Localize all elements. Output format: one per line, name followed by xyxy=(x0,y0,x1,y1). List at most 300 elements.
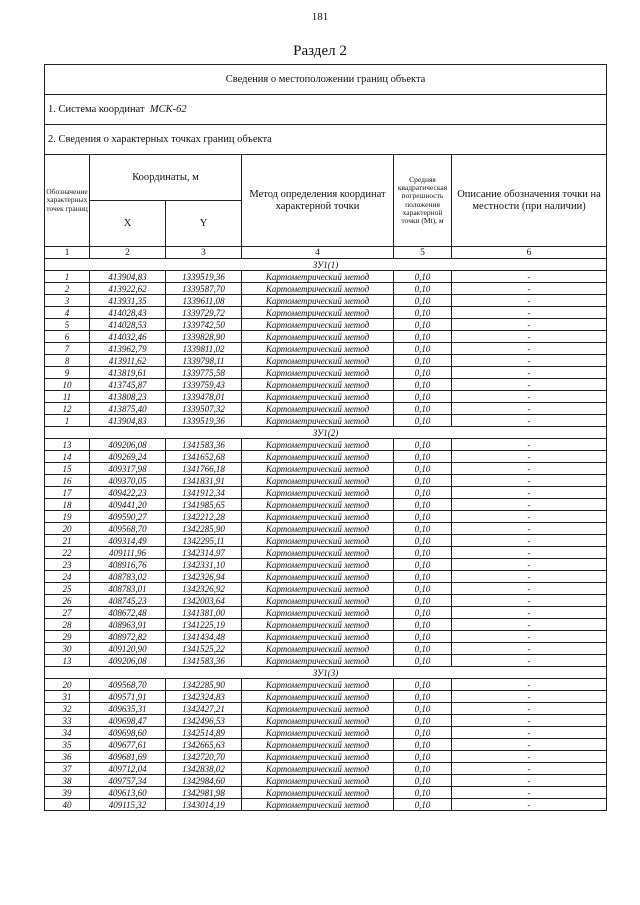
table-row xyxy=(45,643,607,655)
point-id-cell: 25 xyxy=(45,583,90,595)
accuracy-cell: 0,10 xyxy=(394,379,452,391)
header-point-designation: Обозначение характерных точек границ xyxy=(45,155,90,247)
table-row xyxy=(45,487,607,499)
table-row xyxy=(45,775,607,787)
method-cell: Картометрический метод xyxy=(242,583,394,595)
point-id-cell: 13 xyxy=(45,439,90,451)
table-row xyxy=(45,559,607,571)
x-coordinate-cell: 409698,60 xyxy=(90,727,166,739)
group-name: ЗУ1(2) xyxy=(45,427,607,439)
method-cell: Картометрический метод xyxy=(242,571,394,583)
point-id-cell: 5 xyxy=(45,319,90,331)
accuracy-cell: 0,10 xyxy=(394,271,452,283)
y-coordinate-cell: 1341912,34 xyxy=(166,487,242,499)
x-coordinate-cell: 413745,87 xyxy=(90,379,166,391)
method-cell: Картометрический метод xyxy=(242,643,394,655)
method-cell: Картометрический метод xyxy=(242,703,394,715)
description-cell: - xyxy=(452,571,607,583)
point-id-cell: 40 xyxy=(45,799,90,811)
y-coordinate-cell: 1339759,43 xyxy=(166,379,242,391)
accuracy-cell: 0,10 xyxy=(394,727,452,739)
table-row xyxy=(45,679,607,691)
description-cell: - xyxy=(452,319,607,331)
description-cell: - xyxy=(452,787,607,799)
accuracy-cell: 0,10 xyxy=(394,679,452,691)
table-row xyxy=(45,331,607,343)
y-coordinate-cell: 1341583,36 xyxy=(166,655,242,667)
x-coordinate-cell: 413904,83 xyxy=(90,415,166,427)
y-coordinate-cell: 1339811,02 xyxy=(166,343,242,355)
method-cell: Картометрический метод xyxy=(242,403,394,415)
coord-system-row xyxy=(45,95,607,125)
y-coordinate-cell: 1342326,94 xyxy=(166,571,242,583)
y-coordinate-cell: 1341434,48 xyxy=(166,631,242,643)
description-cell: - xyxy=(452,451,607,463)
group-header-row xyxy=(45,427,607,439)
accuracy-cell: 0,10 xyxy=(394,523,452,535)
point-id-cell: 20 xyxy=(45,523,90,535)
x-coordinate-cell: 409635,31 xyxy=(90,703,166,715)
accuracy-cell: 0,10 xyxy=(394,655,452,667)
group-name: ЗУ1(3) xyxy=(45,667,607,679)
y-coordinate-cell: 1339478,01 xyxy=(166,391,242,403)
x-coordinate-cell: 413911,62 xyxy=(90,355,166,367)
point-id-cell: 16 xyxy=(45,475,90,487)
x-coordinate-cell: 413819,61 xyxy=(90,367,166,379)
accuracy-cell: 0,10 xyxy=(394,343,452,355)
point-id-cell: 1 xyxy=(45,271,90,283)
x-coordinate-cell: 409698,47 xyxy=(90,715,166,727)
table-row xyxy=(45,595,607,607)
point-id-cell: 23 xyxy=(45,559,90,571)
table-row xyxy=(45,523,607,535)
method-cell: Картометрический метод xyxy=(242,499,394,511)
table-row xyxy=(45,619,607,631)
point-id-cell: 27 xyxy=(45,607,90,619)
header-y: Y xyxy=(166,201,242,247)
method-cell: Картометрический метод xyxy=(242,379,394,391)
description-cell: - xyxy=(452,799,607,811)
table-row xyxy=(45,499,607,511)
y-coordinate-cell: 1342285,90 xyxy=(166,523,242,535)
column-number: 4 xyxy=(242,247,394,259)
y-coordinate-cell: 1342324,83 xyxy=(166,691,242,703)
group-header-row xyxy=(45,667,607,679)
table-row xyxy=(45,547,607,559)
table-row xyxy=(45,463,607,475)
accuracy-cell: 0,10 xyxy=(394,403,452,415)
x-coordinate-cell: 414032,46 xyxy=(90,331,166,343)
description-cell: - xyxy=(452,331,607,343)
table-row xyxy=(45,715,607,727)
description-cell: - xyxy=(452,463,607,475)
method-cell: Картометрический метод xyxy=(242,607,394,619)
y-coordinate-cell: 1342314,97 xyxy=(166,547,242,559)
method-cell: Картометрический метод xyxy=(242,343,394,355)
y-coordinate-cell: 1342295,11 xyxy=(166,535,242,547)
point-id-cell: 17 xyxy=(45,487,90,499)
method-cell: Картометрический метод xyxy=(242,331,394,343)
y-coordinate-cell: 1339729,72 xyxy=(166,307,242,319)
table-row xyxy=(45,571,607,583)
accuracy-cell: 0,10 xyxy=(394,547,452,559)
x-coordinate-cell: 409613,60 xyxy=(90,787,166,799)
table-row xyxy=(45,271,607,283)
method-cell: Картометрический метод xyxy=(242,727,394,739)
description-cell: - xyxy=(452,547,607,559)
point-id-cell: 33 xyxy=(45,715,90,727)
y-coordinate-cell: 1342514,89 xyxy=(166,727,242,739)
table-row xyxy=(45,763,607,775)
table-row xyxy=(45,631,607,643)
point-id-cell: 10 xyxy=(45,379,90,391)
y-coordinate-cell: 1341985,65 xyxy=(166,499,242,511)
description-cell: - xyxy=(452,355,607,367)
group-name: ЗУ1(1) xyxy=(45,259,607,271)
table-row xyxy=(45,379,607,391)
method-cell: Картометрический метод xyxy=(242,439,394,451)
header-method: Метод определения координат характерной точки xyxy=(242,155,394,247)
description-cell: - xyxy=(452,535,607,547)
method-cell: Картометрический метод xyxy=(242,307,394,319)
point-id-cell: 32 xyxy=(45,703,90,715)
table-row xyxy=(45,391,607,403)
accuracy-cell: 0,10 xyxy=(394,739,452,751)
y-coordinate-cell: 1342003,64 xyxy=(166,595,242,607)
method-cell: Картометрический метод xyxy=(242,367,394,379)
point-id-cell: 24 xyxy=(45,571,90,583)
description-cell: - xyxy=(452,283,607,295)
point-id-cell: 19 xyxy=(45,511,90,523)
header-accuracy: Средняя квадратическая погрешность положения характерной точки (Mt), м xyxy=(394,155,452,247)
method-cell: Картометрический метод xyxy=(242,547,394,559)
point-id-cell: 11 xyxy=(45,391,90,403)
point-id-cell: 28 xyxy=(45,619,90,631)
table-row xyxy=(45,655,607,667)
x-coordinate-cell: 409568,70 xyxy=(90,523,166,535)
description-cell: - xyxy=(452,631,607,643)
accuracy-cell: 0,10 xyxy=(394,307,452,319)
x-coordinate-cell: 409370,05 xyxy=(90,475,166,487)
description-cell: - xyxy=(452,475,607,487)
x-coordinate-cell: 408916,76 xyxy=(90,559,166,571)
accuracy-cell: 0,10 xyxy=(394,787,452,799)
method-cell: Картометрический метод xyxy=(242,511,394,523)
y-coordinate-cell: 1341583,36 xyxy=(166,439,242,451)
method-cell: Картометрический метод xyxy=(242,295,394,307)
description-cell: - xyxy=(452,583,607,595)
accuracy-cell: 0,10 xyxy=(394,331,452,343)
boundary-points-table xyxy=(44,64,607,811)
method-cell: Картометрический метод xyxy=(242,799,394,811)
y-coordinate-cell: 1342981,98 xyxy=(166,787,242,799)
method-cell: Картометрический метод xyxy=(242,475,394,487)
accuracy-cell: 0,10 xyxy=(394,439,452,451)
accuracy-cell: 0,10 xyxy=(394,283,452,295)
point-id-cell: 14 xyxy=(45,451,90,463)
accuracy-cell: 0,10 xyxy=(394,751,452,763)
description-cell: - xyxy=(452,403,607,415)
method-cell: Картометрический метод xyxy=(242,559,394,571)
description-cell: - xyxy=(452,643,607,655)
point-id-cell: 38 xyxy=(45,775,90,787)
accuracy-cell: 0,10 xyxy=(394,367,452,379)
y-coordinate-cell: 1343014,19 xyxy=(166,799,242,811)
description-cell: - xyxy=(452,727,607,739)
accuracy-cell: 0,10 xyxy=(394,463,452,475)
table-row xyxy=(45,511,607,523)
accuracy-cell: 0,10 xyxy=(394,607,452,619)
description-cell: - xyxy=(452,703,607,715)
description-cell: - xyxy=(452,307,607,319)
accuracy-cell: 0,10 xyxy=(394,715,452,727)
method-cell: Картометрический метод xyxy=(242,691,394,703)
method-cell: Картометрический метод xyxy=(242,763,394,775)
accuracy-cell: 0,10 xyxy=(394,631,452,643)
y-coordinate-cell: 1339611,08 xyxy=(166,295,242,307)
y-coordinate-cell: 1341652,68 xyxy=(166,451,242,463)
accuracy-cell: 0,10 xyxy=(394,619,452,631)
method-cell: Картометрический метод xyxy=(242,787,394,799)
table-row xyxy=(45,751,607,763)
description-cell: - xyxy=(452,391,607,403)
x-coordinate-cell: 413962,79 xyxy=(90,343,166,355)
accuracy-cell: 0,10 xyxy=(394,595,452,607)
column-numbers-row xyxy=(45,247,607,259)
x-coordinate-cell: 408972,82 xyxy=(90,631,166,643)
point-id-cell: 4 xyxy=(45,307,90,319)
y-coordinate-cell: 1342984,60 xyxy=(166,775,242,787)
x-coordinate-cell: 413875,40 xyxy=(90,403,166,415)
x-coordinate-cell: 408672,48 xyxy=(90,607,166,619)
description-cell: - xyxy=(452,487,607,499)
column-number: 5 xyxy=(394,247,452,259)
x-coordinate-cell: 413922,62 xyxy=(90,283,166,295)
table-row xyxy=(45,739,607,751)
y-coordinate-cell: 1341225,19 xyxy=(166,619,242,631)
table-row xyxy=(45,583,607,595)
table-row xyxy=(45,319,607,331)
table-row xyxy=(45,691,607,703)
y-coordinate-cell: 1342427,21 xyxy=(166,703,242,715)
x-coordinate-cell: 409568,70 xyxy=(90,679,166,691)
y-coordinate-cell: 1341766,18 xyxy=(166,463,242,475)
accuracy-cell: 0,10 xyxy=(394,535,452,547)
point-id-cell: 12 xyxy=(45,403,90,415)
x-coordinate-cell: 409314,49 xyxy=(90,535,166,547)
description-cell: - xyxy=(452,763,607,775)
y-coordinate-cell: 1342720,70 xyxy=(166,751,242,763)
description-cell: - xyxy=(452,595,607,607)
y-coordinate-cell: 1339775,58 xyxy=(166,367,242,379)
x-coordinate-cell: 408745,23 xyxy=(90,595,166,607)
column-number: 1 xyxy=(45,247,90,259)
point-id-cell: 18 xyxy=(45,499,90,511)
point-id-cell: 37 xyxy=(45,763,90,775)
method-cell: Картометрический метод xyxy=(242,631,394,643)
y-coordinate-cell: 1339587,70 xyxy=(166,283,242,295)
description-cell: - xyxy=(452,415,607,427)
description-cell: - xyxy=(452,379,607,391)
point-id-cell: 9 xyxy=(45,367,90,379)
y-coordinate-cell: 1339519,36 xyxy=(166,415,242,427)
y-coordinate-cell: 1339828,90 xyxy=(166,331,242,343)
description-cell: - xyxy=(452,739,607,751)
method-cell: Картометрический метод xyxy=(242,451,394,463)
accuracy-cell: 0,10 xyxy=(394,571,452,583)
description-cell: - xyxy=(452,439,607,451)
x-coordinate-cell: 409111,96 xyxy=(90,547,166,559)
accuracy-cell: 0,10 xyxy=(394,355,452,367)
y-coordinate-cell: 1342331,10 xyxy=(166,559,242,571)
x-coordinate-cell: 409317,98 xyxy=(90,463,166,475)
table-row xyxy=(45,787,607,799)
y-coordinate-cell: 1341381,00 xyxy=(166,607,242,619)
point-id-cell: 36 xyxy=(45,751,90,763)
accuracy-cell: 0,10 xyxy=(394,763,452,775)
point-id-cell: 15 xyxy=(45,463,90,475)
table-row xyxy=(45,355,607,367)
table-row xyxy=(45,367,607,379)
description-cell: - xyxy=(452,343,607,355)
coord-system-value: МСК-62 xyxy=(149,104,187,115)
table-row xyxy=(45,475,607,487)
accuracy-cell: 0,10 xyxy=(394,319,452,331)
point-id-cell: 26 xyxy=(45,595,90,607)
accuracy-cell: 0,10 xyxy=(394,451,452,463)
y-coordinate-cell: 1339798,11 xyxy=(166,355,242,367)
description-cell: - xyxy=(452,619,607,631)
coord-system-label: 1. Система координат xyxy=(48,104,145,115)
description-cell: - xyxy=(452,367,607,379)
description-cell: - xyxy=(452,655,607,667)
table-row xyxy=(45,295,607,307)
accuracy-cell: 0,10 xyxy=(394,511,452,523)
method-cell: Картометрический метод xyxy=(242,355,394,367)
description-cell: - xyxy=(452,499,607,511)
accuracy-cell: 0,10 xyxy=(394,583,452,595)
description-cell: - xyxy=(452,523,607,535)
accuracy-cell: 0,10 xyxy=(394,799,452,811)
method-cell: Картометрический метод xyxy=(242,463,394,475)
header-description: Описание обозначения точки на местности (при наличии) xyxy=(452,155,607,247)
point-id-cell: 2 xyxy=(45,283,90,295)
point-id-cell: 6 xyxy=(45,331,90,343)
description-cell: - xyxy=(452,607,607,619)
point-id-cell: 8 xyxy=(45,355,90,367)
point-id-cell: 34 xyxy=(45,727,90,739)
column-number: 2 xyxy=(90,247,166,259)
method-cell: Картометрический метод xyxy=(242,523,394,535)
description-cell: - xyxy=(452,775,607,787)
method-cell: Картометрический метод xyxy=(242,715,394,727)
accuracy-cell: 0,10 xyxy=(394,775,452,787)
table-row xyxy=(45,799,607,811)
table-row xyxy=(45,283,607,295)
section-title: Раздел 2 xyxy=(293,43,347,59)
x-coordinate-cell: 409590,27 xyxy=(90,511,166,523)
table-row xyxy=(45,307,607,319)
method-cell: Картометрический метод xyxy=(242,391,394,403)
table-row xyxy=(45,451,607,463)
x-coordinate-cell: 409206,08 xyxy=(90,655,166,667)
method-cell: Картометрический метод xyxy=(242,535,394,547)
accuracy-cell: 0,10 xyxy=(394,415,452,427)
description-cell: - xyxy=(452,679,607,691)
table-row xyxy=(45,439,607,451)
method-cell: Картометрический метод xyxy=(242,679,394,691)
page-number: 181 xyxy=(311,11,329,23)
header-x: X xyxy=(90,201,166,247)
x-coordinate-cell: 414028,53 xyxy=(90,319,166,331)
method-cell: Картометрический метод xyxy=(242,283,394,295)
point-id-cell: 39 xyxy=(45,787,90,799)
table-row xyxy=(45,415,607,427)
point-id-cell: 29 xyxy=(45,631,90,643)
description-cell: - xyxy=(452,295,607,307)
table-row xyxy=(45,535,607,547)
description-cell: - xyxy=(452,715,607,727)
accuracy-cell: 0,10 xyxy=(394,487,452,499)
method-cell: Картометрический метод xyxy=(242,619,394,631)
accuracy-cell: 0,10 xyxy=(394,559,452,571)
table-row xyxy=(45,607,607,619)
points-heading: 2. Сведения о характерных точках границ объекта xyxy=(45,125,607,155)
x-coordinate-cell: 414028,43 xyxy=(90,307,166,319)
method-cell: Картометрический метод xyxy=(242,739,394,751)
x-coordinate-cell: 413931,35 xyxy=(90,295,166,307)
method-cell: Картометрический метод xyxy=(242,271,394,283)
point-id-cell: 13 xyxy=(45,655,90,667)
point-id-cell: 35 xyxy=(45,739,90,751)
point-id-cell: 21 xyxy=(45,535,90,547)
method-cell: Картометрический метод xyxy=(242,775,394,787)
y-coordinate-cell: 1342326,92 xyxy=(166,583,242,595)
y-coordinate-cell: 1339507,32 xyxy=(166,403,242,415)
x-coordinate-cell: 409115,32 xyxy=(90,799,166,811)
description-cell: - xyxy=(452,691,607,703)
x-coordinate-cell: 409422,23 xyxy=(90,487,166,499)
column-number: 6 xyxy=(452,247,607,259)
point-id-cell: 22 xyxy=(45,547,90,559)
x-coordinate-cell: 408783,01 xyxy=(90,583,166,595)
description-cell: - xyxy=(452,559,607,571)
y-coordinate-cell: 1339742,50 xyxy=(166,319,242,331)
x-coordinate-cell: 409757,34 xyxy=(90,775,166,787)
column-number: 3 xyxy=(166,247,242,259)
table-row xyxy=(45,403,607,415)
accuracy-cell: 0,10 xyxy=(394,391,452,403)
y-coordinate-cell: 1339519,36 xyxy=(166,271,242,283)
method-cell: Картометрический метод xyxy=(242,595,394,607)
header-coordinates: Координаты, м xyxy=(90,155,242,201)
y-coordinate-cell: 1342212,28 xyxy=(166,511,242,523)
x-coordinate-cell: 409681,69 xyxy=(90,751,166,763)
description-cell: - xyxy=(452,751,607,763)
method-cell: Картометрический метод xyxy=(242,751,394,763)
group-header-row xyxy=(45,259,607,271)
method-cell: Картометрический метод xyxy=(242,487,394,499)
x-coordinate-cell: 409571,91 xyxy=(90,691,166,703)
accuracy-cell: 0,10 xyxy=(394,475,452,487)
y-coordinate-cell: 1341831,91 xyxy=(166,475,242,487)
point-id-cell: 1 xyxy=(45,415,90,427)
accuracy-cell: 0,10 xyxy=(394,703,452,715)
accuracy-cell: 0,10 xyxy=(394,643,452,655)
x-coordinate-cell: 409206,08 xyxy=(90,439,166,451)
x-coordinate-cell: 409712,04 xyxy=(90,763,166,775)
method-cell: Картометрический метод xyxy=(242,319,394,331)
